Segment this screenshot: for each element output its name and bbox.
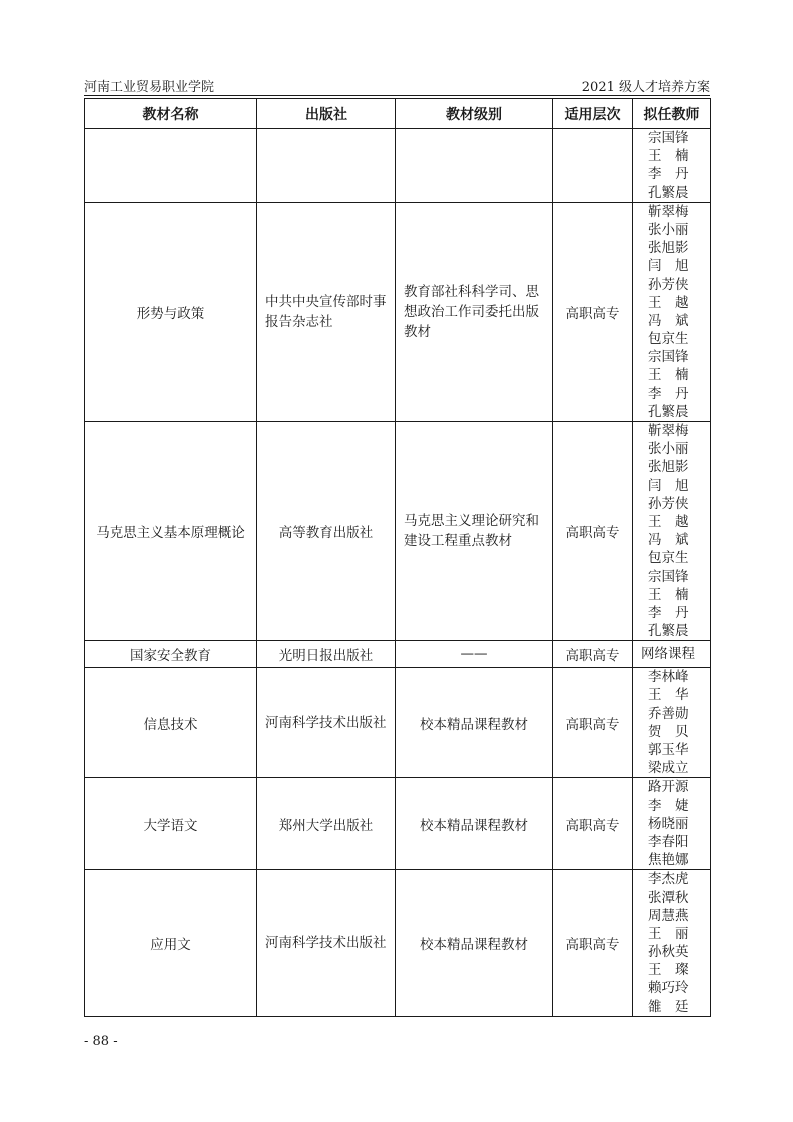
teacher-name: 包京生: [648, 550, 689, 567]
teacher-list: [633, 129, 710, 202]
teacher-name: 宗国锋: [648, 568, 689, 585]
table-row: [85, 870, 711, 1017]
teacher-name: 梁成立: [648, 760, 689, 777]
teacher-name: 王 璨: [648, 962, 689, 979]
table-row: [85, 129, 711, 203]
teacher-name: 闫 旭: [648, 477, 689, 494]
teacher-name: 贺 贝: [648, 723, 689, 740]
teacher-name: 张潭秋: [648, 889, 689, 906]
textbook-name-cell: 应用文: [85, 870, 257, 1017]
teachers-cell: [633, 641, 711, 668]
teacher-name: 周慧燕: [648, 907, 689, 924]
table-row: [85, 202, 711, 421]
table-header-row: [85, 99, 711, 129]
teacher-name: 冯 斌: [648, 312, 689, 329]
teacher-name: 张旭影: [648, 240, 689, 257]
teacher-name: 张旭影: [648, 459, 689, 476]
teachers-cell: [633, 870, 711, 1017]
column-header-teachers: 拟任教师: [633, 99, 711, 129]
teacher-name: 王 楠: [648, 367, 689, 384]
textbook-table: [84, 98, 711, 1017]
level-cell: 教育部社科科学司、思想政治工作司委托出版教材: [396, 202, 553, 421]
textbook-name-cell: 信息技术: [85, 668, 257, 778]
page-header: [84, 76, 710, 94]
teacher-list: [633, 870, 710, 1016]
teacher-name: 李 丹: [648, 604, 689, 621]
publisher-cell: 郑州大学出版社: [257, 778, 396, 870]
teacher-name: 王 华: [648, 687, 689, 704]
teachers-cell: [633, 422, 711, 641]
teacher-name: 孔繁晨: [648, 623, 689, 640]
teacher-name: 雒 廷: [648, 998, 689, 1015]
publisher-cell: 高等教育出版社: [257, 422, 396, 641]
table-body: [85, 129, 711, 1017]
level-cell: 校本精品课程教材: [396, 668, 553, 778]
teacher-list: [633, 778, 710, 869]
textbook-name-cell: 国家安全教育: [85, 641, 257, 668]
publisher-cell: 河南科学技术出版社: [257, 870, 396, 1017]
scope-cell: 高职高专: [553, 778, 633, 870]
teacher-name: 冯 斌: [648, 532, 689, 549]
table-row: [85, 668, 711, 778]
scope-cell: 高职高专: [553, 641, 633, 668]
teacher-name: 李 丹: [648, 166, 689, 183]
teacher-name: 王 楠: [648, 148, 689, 165]
header-rule: [84, 95, 710, 96]
teacher-name: 李春阳: [648, 833, 689, 850]
level-cell: [396, 129, 553, 203]
teacher-name: 孙芳侠: [648, 276, 689, 293]
document-title: 2021 级人才培养方案: [581, 80, 710, 95]
teacher-name: 靳翠梅: [648, 423, 689, 439]
column-header-name: 教材名称: [85, 99, 257, 129]
teacher-name: 孙芳侠: [648, 495, 689, 512]
teacher-name: 张小丽: [648, 221, 689, 238]
teacher-list: [633, 645, 710, 663]
column-header-publisher: 出版社: [257, 99, 396, 129]
teachers-cell: [633, 202, 711, 421]
teachers-cell: [633, 668, 711, 778]
teacher-list: [633, 422, 710, 640]
teacher-name: 孙秋英: [648, 944, 689, 961]
teacher-name: 网络课程: [641, 646, 695, 663]
publisher-cell: 光明日报出版社: [257, 641, 396, 668]
publisher-cell: 中共中央宣传部时事报告杂志社: [257, 202, 396, 421]
textbook-name-cell: [85, 129, 257, 203]
publisher-cell: [257, 129, 396, 203]
scope-cell: 高职高专: [553, 202, 633, 421]
level-cell: 校本精品课程教材: [396, 870, 553, 1017]
teacher-name: 李杰虎: [648, 871, 689, 888]
teacher-name: 王 丽: [648, 925, 689, 942]
textbook-name-cell: 大学语文: [85, 778, 257, 870]
textbook-name-cell: 马克思主义基本原理概论: [85, 422, 257, 641]
teacher-name: 宗国锋: [648, 130, 689, 146]
teacher-name: 孔繁晨: [648, 403, 689, 420]
teacher-name: 路开源: [648, 779, 689, 796]
scope-cell: [553, 129, 633, 203]
teacher-name: 张小丽: [648, 441, 689, 458]
teacher-name: 王 越: [648, 513, 689, 530]
column-header-scope: 适用层次: [553, 99, 633, 129]
teacher-name: 李 婕: [648, 797, 689, 814]
teacher-name: 李 丹: [648, 385, 689, 402]
table-row: [85, 778, 711, 870]
teacher-list: [633, 668, 710, 777]
teacher-name: 赖巧玲: [648, 980, 689, 997]
school-name: 河南工业贸易职业学院: [84, 80, 215, 95]
scope-cell: 高职高专: [553, 870, 633, 1017]
teacher-name: 宗国锋: [648, 349, 689, 366]
teacher-name: 王 越: [648, 294, 689, 311]
publisher-cell: 河南科学技术出版社: [257, 668, 396, 778]
teacher-name: 李林峰: [648, 669, 689, 686]
teacher-name: 焦艳娜: [648, 852, 689, 869]
teacher-name: 孔繁晨: [648, 184, 689, 201]
scope-cell: 高职高专: [553, 668, 633, 778]
teachers-cell: [633, 778, 711, 870]
column-header-level: 教材级别: [396, 99, 553, 129]
teacher-name: 靳翠梅: [648, 203, 689, 220]
teacher-name: 闫 旭: [648, 258, 689, 275]
teacher-name: 杨晓丽: [648, 815, 689, 832]
teacher-list: [633, 203, 710, 421]
teacher-name: 包京生: [648, 331, 689, 348]
teachers-cell: [633, 129, 711, 203]
textbook-name-cell: 形势与政策: [85, 202, 257, 421]
table-row: [85, 641, 711, 668]
scope-cell: 高职高专: [553, 422, 633, 641]
page-number: - 88 -: [84, 1034, 118, 1049]
teacher-name: 王 楠: [648, 586, 689, 603]
level-cell: ——: [396, 641, 553, 668]
teacher-name: 乔善勋: [648, 705, 689, 722]
level-cell: 校本精品课程教材: [396, 778, 553, 870]
level-cell: 马克思主义理论研究和建设工程重点教材: [396, 422, 553, 641]
table-row: [85, 422, 711, 641]
teacher-name: 郭玉华: [648, 742, 689, 758]
